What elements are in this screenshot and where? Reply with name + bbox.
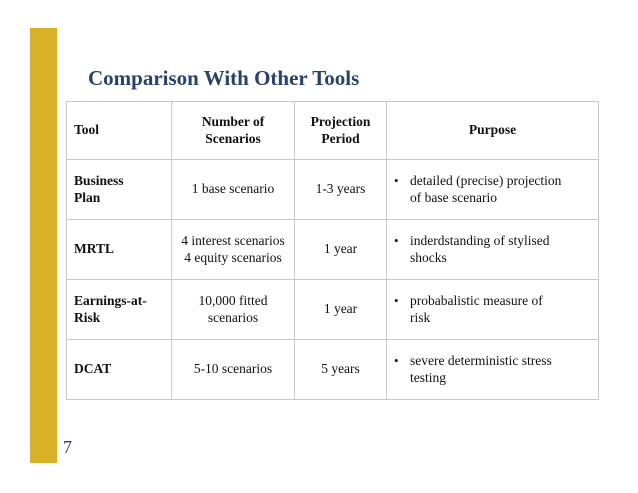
header-tool: Tool — [67, 102, 172, 160]
tool-cell — [67, 280, 172, 340]
comparison-table — [66, 101, 599, 400]
purpose-cell — [387, 160, 599, 220]
tool-cell — [67, 160, 172, 220]
projection-cell: 1 year — [295, 220, 387, 280]
purpose-text — [410, 233, 591, 267]
tool-name-line: Plan — [74, 189, 101, 205]
purpose-bullet-item — [394, 293, 591, 327]
purpose-bullet-item — [394, 173, 591, 207]
scenarios-cell — [172, 220, 295, 280]
scenarios-line: 4 equity scenarios — [184, 249, 282, 265]
bullet-icon: • — [394, 172, 399, 188]
table-row — [67, 280, 599, 340]
table-row — [67, 160, 599, 220]
scenarios-cell — [172, 280, 295, 340]
header-purpose: Purpose — [387, 102, 599, 160]
accent-bar — [30, 28, 57, 463]
purpose-line: shocks — [410, 249, 447, 265]
scenarios-line: 4 interest scenarios — [181, 232, 285, 248]
projection-cell: 5 years — [295, 340, 387, 400]
projection-cell: 1-3 years — [295, 160, 387, 220]
tool-cell — [67, 340, 172, 400]
purpose-cell — [387, 220, 599, 280]
purpose-text — [410, 353, 591, 387]
table-row — [67, 220, 599, 280]
purpose-line: testing — [410, 369, 446, 385]
bullet-icon: • — [394, 292, 399, 308]
purpose-line: risk — [410, 309, 431, 325]
purpose-bullet-item — [394, 353, 591, 387]
purpose-line: inderdstanding of stylised — [410, 232, 550, 248]
tool-name-line: Earnings-at- — [74, 292, 147, 308]
tool-name-line: MRTL — [74, 241, 115, 257]
table-row — [67, 340, 599, 400]
purpose-bullet-item — [394, 233, 591, 267]
tool-cell — [67, 220, 172, 280]
header-projection-line: Period — [321, 130, 360, 146]
scenarios-line: 1 base scenario — [191, 181, 275, 197]
page-number: 7 — [63, 437, 72, 457]
projection-cell: 1 year — [295, 280, 387, 340]
tool-name-line: Business — [74, 172, 124, 188]
tool-name-line: Risk — [74, 309, 101, 325]
bullet-icon: • — [394, 232, 399, 248]
purpose-line: probabalistic measure of — [410, 292, 543, 308]
bullet-icon: • — [394, 352, 399, 368]
purpose-line: of base scenario — [410, 189, 497, 205]
purpose-line: severe deterministic stress — [410, 352, 552, 368]
header-scenarios-line: Number of — [201, 113, 265, 129]
scenarios-cell — [172, 160, 295, 220]
purpose-text — [410, 173, 591, 207]
scenarios-line: 10,000 fitted — [198, 292, 268, 308]
header-row — [67, 102, 599, 160]
purpose-cell — [387, 340, 599, 400]
scenarios-cell — [172, 340, 295, 400]
scenarios-line: 5-10 scenarios — [193, 361, 273, 377]
header-projection — [295, 102, 387, 160]
purpose-text — [410, 293, 591, 327]
purpose-cell — [387, 280, 599, 340]
slide-title: Comparison With Other Tools — [88, 66, 360, 90]
header-scenarios-line: Scenarios — [205, 130, 261, 146]
tool-name-line: DCAT — [74, 361, 112, 377]
purpose-line: detailed (precise) projection — [410, 172, 562, 188]
scenarios-line: scenarios — [207, 309, 259, 325]
header-projection-line: Projection — [310, 113, 371, 129]
header-scenarios — [172, 102, 295, 160]
